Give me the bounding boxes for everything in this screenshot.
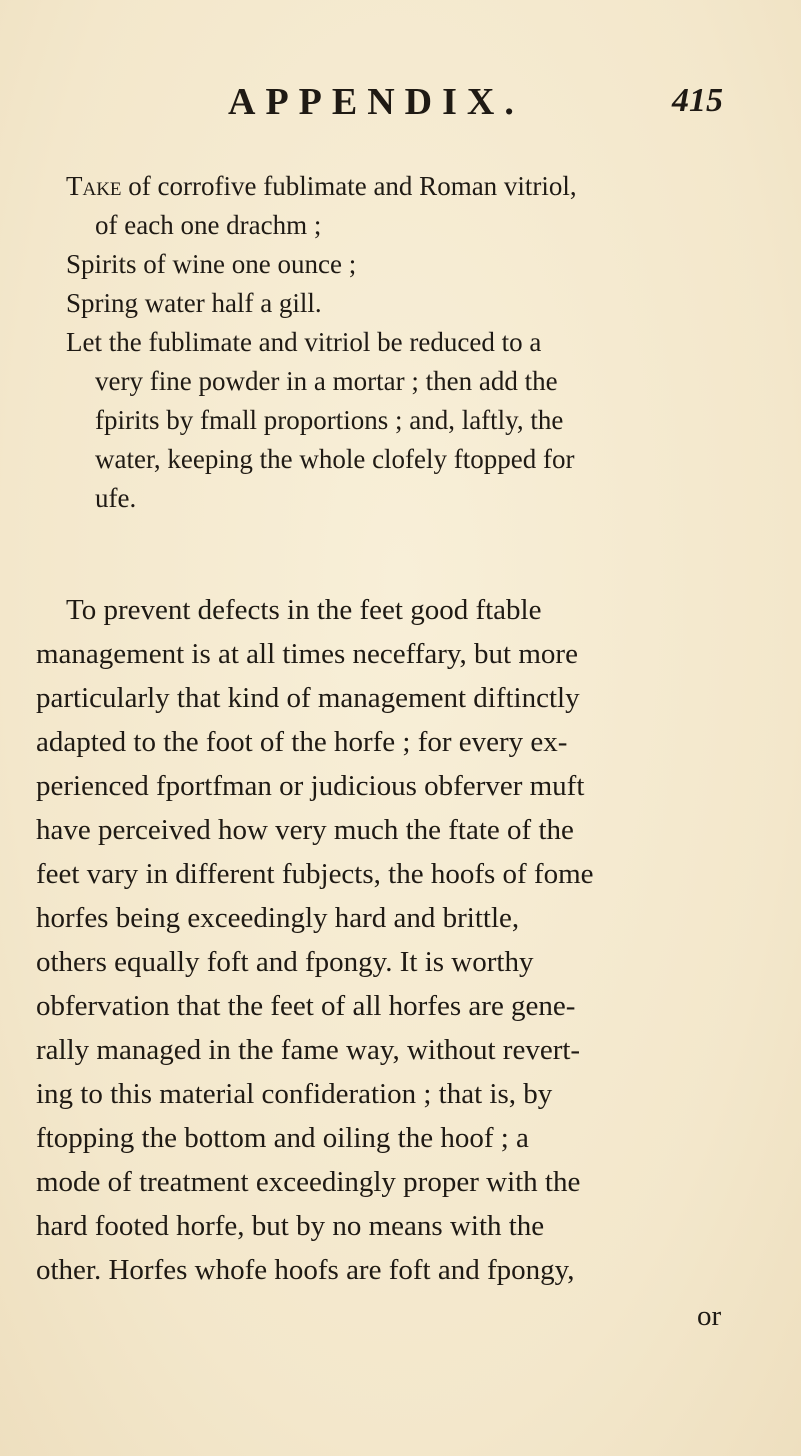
recipe-line: water, keeping the whole clofely ftopped for [95, 444, 575, 474]
recipe-line: of each one drachm ; [95, 210, 322, 240]
catchword: or [697, 1300, 722, 1332]
body-line: To prevent defects in the feet good ftable [66, 594, 542, 626]
body-line: adapted to the foot of the horfe ; for every ex- [36, 726, 568, 758]
recipe-line: Spring water half a gill. [66, 288, 322, 318]
body-line: have perceived how very much the ftate of the [36, 814, 574, 846]
body-line: obfervation that the feet of all horfes are gene- [36, 990, 576, 1022]
recipe-line: Let the fublimate and vitriol be reduced to a [66, 327, 542, 357]
body-line: feet vary in different fubjects, the hoofs of fome [36, 858, 594, 890]
page-header [0, 80, 801, 130]
body-line: perienced fportfman or judicious obferver muft [36, 770, 585, 802]
recipe-line: Take of corrofive fublimate and Roman vitriol, [66, 171, 577, 201]
body-line: others equally foft and fpongy. It is worthy [36, 946, 534, 978]
take-word: Take [66, 171, 122, 201]
body-line: horfes being exceedingly hard and brittle, [36, 902, 520, 934]
running-head: APPENDIX. [228, 81, 524, 123]
body-line: hard footed horfe, but by no means with the [36, 1210, 545, 1242]
body-line: ing to this material confideration ; that is, by [36, 1078, 553, 1110]
body-line: other. Horfes whofe hoofs are foft and fpongy, [36, 1254, 575, 1286]
body-line: management is at all times neceffary, but more [36, 638, 578, 670]
body-line: ftopping the bottom and oiling the hoof ; a [36, 1122, 529, 1154]
recipe-line: Spirits of wine one ounce ; [66, 249, 357, 279]
recipe-line: ufe. [95, 483, 137, 513]
body-line: mode of treatment exceedingly proper with the [36, 1166, 581, 1198]
body-line: rally managed in the fame way, without revert- [36, 1034, 581, 1066]
recipe-line: fpirits by fmall proportions ; and, laftly, the [95, 405, 564, 435]
recipe-line: very fine powder in a mortar ; then add the [95, 366, 558, 396]
page-number: 415 [672, 82, 723, 119]
body-line: particularly that kind of management diftinctly [36, 682, 580, 714]
